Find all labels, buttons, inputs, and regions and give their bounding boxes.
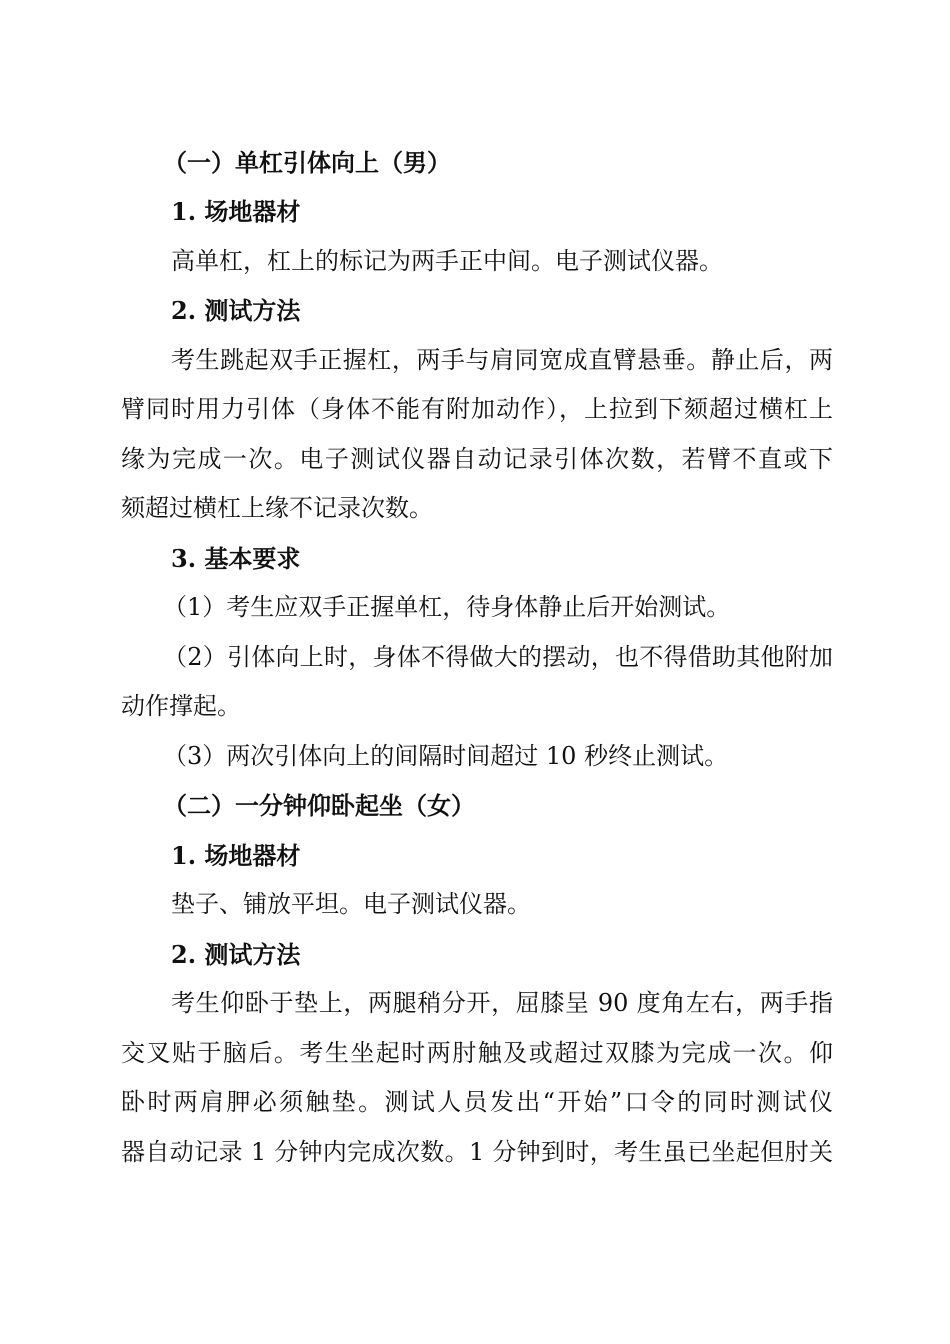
- paragraph-venue-equipment: 垫子、铺放平坦。电子测试仪器。: [171, 890, 531, 918]
- paragraph-test-method-line: 考生仰卧于垫上，两腿稍分开，屈膝呈 90 度角左右，两手指: [171, 989, 833, 1017]
- paragraph-test-method-line: 考生跳起双手正握杠，两手与肩同宽成直臂悬垂。静止后，两: [171, 346, 833, 374]
- paragraph-test-method-line: 器自动记录 1 分钟内完成次数。1 分钟到时，考生虽已坐起但肘关: [121, 1138, 833, 1166]
- paragraph-test-method-line: 缘为完成一次。电子测试仪器自动记录引体次数，若臂不直或下: [121, 445, 833, 473]
- heading-venue-equipment: 1. 场地器材: [171, 197, 301, 226]
- paragraph-venue-equipment: 高单杠，杠上的标记为两手正中间。电子测试仪器。: [171, 247, 723, 275]
- requirement-item-2-line: （2）引体向上时，身体不得做大的摆动，也不得借助其他附加: [163, 643, 833, 671]
- heading-test-method: 2. 测试方法: [171, 940, 301, 969]
- heading-venue-equipment: 1. 场地器材: [171, 841, 301, 870]
- requirement-item-1: （1）考生应双手正握单杠，待身体静止后开始测试。: [163, 593, 731, 621]
- requirement-item-2-line: 动作撑起。: [121, 692, 241, 720]
- paragraph-test-method-line: 颏超过横杠上缘不记录次数。: [121, 494, 433, 522]
- section-title-sit-up: （二）一分钟仰卧起坐（女）: [163, 791, 475, 820]
- requirement-item-3: （3）两次引体向上的间隔时间超过 10 秒终止测试。: [163, 742, 729, 770]
- paragraph-test-method-line: 卧时两肩胛必须触垫。测试人员发出“开始”口令的同时测试仪: [121, 1088, 833, 1116]
- heading-test-method: 2. 测试方法: [171, 296, 301, 325]
- section-title-pull-up: （一）单杠引体向上（男）: [163, 148, 451, 177]
- paragraph-test-method-line: 臂同时用力引体（身体不能有附加动作），上拉到下颏超过横杠上: [121, 395, 833, 423]
- heading-basic-requirements: 3. 基本要求: [171, 544, 301, 573]
- paragraph-test-method-line: 交叉贴于脑后。考生坐起时两肘触及或超过双膝为完成一次。仰: [121, 1039, 833, 1067]
